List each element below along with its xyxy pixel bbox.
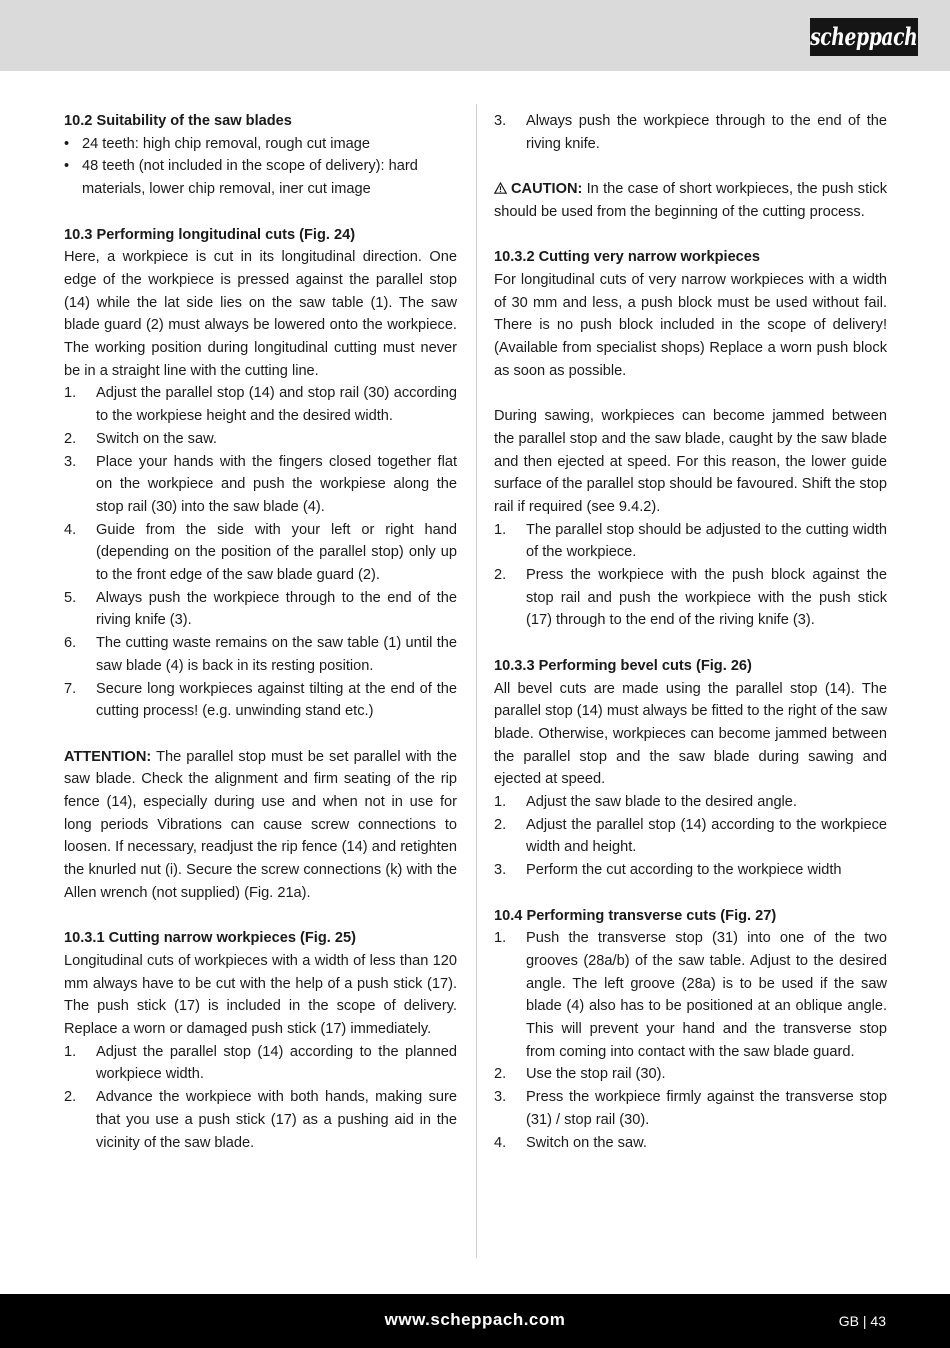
list-item: 2. Use the stop rail (30). — [494, 1066, 666, 1083]
right-column — [494, 110, 887, 1154]
list-item: 3. Place your hands with the fingers closed together flat on the workpiece and push the workpiese along the stop rail (30) into the saw blade (4). — [64, 453, 457, 515]
section-heading: 10.3.2 Cutting very narrow workpieces — [494, 249, 761, 266]
section-heading: 10.3 Performing longitudinal cuts (Fig. 24) — [64, 226, 356, 243]
page-number: GB | 43 — [838, 1313, 886, 1329]
list-item: 1. Adjust the parallel stop (14) according to the planned workpiece width. — [64, 1043, 457, 1083]
list-item: 4. Guide from the side with your left or right hand (depending on the position of the parallel stop) only up to the front edge of the saw blade guard (2). — [64, 521, 457, 584]
bullet-icon: • — [64, 135, 70, 152]
section-heading: 10.4 Performing transverse cuts (Fig. 27) — [494, 907, 777, 924]
brand-logo — [810, 18, 918, 56]
list-item: 1. The parallel stop should be adjusted to the cutting width of the workpiece. — [494, 521, 887, 561]
bullet-icon: • — [64, 158, 70, 175]
list-item: 1. Push the transverse stop (31) into one of the two grooves (28a/b) of the saw table. Adjust to the desired angle. The left groove (28a) is to be used if the saw blade (4) also has to be positioned at an oblique angle. This will prevent your hand and the transverse stop from coming into contact with the saw blade guard. — [494, 930, 887, 1060]
list-item: 2. Advance the workpiece with both hands, making sure that you use a push stick (17) as a pushing aid in the vicinity of the saw blade. — [64, 1089, 457, 1151]
page-footer — [0, 1294, 950, 1348]
list-item: 2. Switch on the saw. — [64, 430, 217, 447]
list-item: 2. Adjust the parallel stop (14) according to the workpiece width and height. — [494, 816, 887, 856]
list-item: 3. Perform the cut according to the workpiece width — [494, 862, 842, 879]
list-item: 5. Always push the workpiece through to the end of the riving knife (3). — [64, 589, 457, 629]
brand-logo-text: scheppach — [810, 21, 918, 51]
bullet-item: • 24 teeth: high chip removal, rough cut image — [64, 133, 457, 156]
list-item: 1. Adjust the parallel stop (14) and stop rail (30) according to the workpiese height and the desired width. — [64, 385, 457, 425]
section-heading: 10.2 Suitability of the saw blades — [64, 113, 292, 129]
attention-note: ATTENTION: The parallel stop must be set parallel with the saw blade. Check the alignment and firm seating of the rip fence (14), especially during use and when not in use for long periods Vibrations can cause screw connections to loosen. If necessary, readjust the rip fence (14) and retighten the knurled nut (i). Secure the screw connections (k) with the Allen wrench (not supplied) (Fig. 21a). — [64, 748, 457, 901]
list-item: 6. The cutting waste remains on the saw table (1) until the saw blade (4) is back in its resting position. — [64, 635, 457, 674]
paragraph: Longitudinal cuts of workpieces with a width of less than 120 mm always have to be cut with the help of a push stick (17). The push stick (17) is included in the scope of delivery. Replace a worn or damaged push stick (17) immediately. — [64, 952, 457, 1038]
page-header — [0, 0, 950, 71]
section-heading: 10.3.1 Cutting narrow workpieces (Fig. 25) — [64, 930, 356, 947]
warning-triangle-icon — [494, 178, 507, 201]
section-heading: 10.3.3 Performing bevel cuts (Fig. 26) — [494, 657, 752, 674]
caution-label: CAUTION: — [511, 181, 583, 198]
column-divider — [476, 104, 477, 1258]
attention-label: ATTENTION: — [64, 748, 152, 765]
paragraph: Here, a workpiece is cut in its longitudinal direction. One edge of the workpiece is pressed against the parallel stop (14) while the lat side lies on the saw table (1). The saw blade guard (2) must always be lowered onto the workpiece. The working position during longitudinal cutting must never be in a straight line with the cutting line. — [64, 249, 457, 379]
left-column — [64, 110, 457, 1154]
paragraph: All bevel cuts are made using the parallel stop (14). The parallel stop (14) must always be fitted to the right of the saw blade. Otherwise, workpieces can become jammed between the parallel stop and the saw blade during sawing and ejected at speed. — [494, 680, 887, 788]
paragraph: For longitudinal cuts of very narrow workpieces with a width of 30 mm and less, a push block must be used without fail. There is no push block included in the scope of delivery! (Available from specialist shops) Replace a worn push block as soon as possible. — [494, 271, 887, 379]
list-item: 1. Adjust the saw blade to the desired angle. — [494, 794, 797, 811]
list-item: 3. Press the workpiece firmly against the transverse stop (31) / stop rail (30). — [494, 1089, 887, 1128]
list-item: 3. Always push the workpiece through to the end of the riving knife. — [494, 113, 887, 152]
list-item: 4. Switch on the saw. — [494, 1134, 647, 1151]
list-item: 2. Press the workpiece with the push block against the stop rail and push the workpiece with the push stick (17) through to the end of the riving knife (3). — [494, 567, 887, 629]
bullet-item: • 48 teeth (not included in the scope of delivery): hard materials, lower chip removal, iner cut image — [64, 155, 457, 200]
caution-note: CAUTION: In the case of short workpieces, the push stick should be used from the beginning of the cutting process. — [494, 178, 887, 223]
list-item: 7. Secure long workpieces against tilting at the end of the cutting process! (e.g. unwinding stand etc.) — [64, 680, 457, 720]
paragraph: During sawing, workpieces can become jammed between the parallel stop and the saw blade, caught by the saw blade and then ejected at speed. For this reason, the lower guide surface of the parallel stop should be favoured. Shift the stop rail if required (see 9.4.2). — [494, 408, 887, 515]
website-link[interactable]: www.scheppach.com — [384, 1310, 566, 1329]
